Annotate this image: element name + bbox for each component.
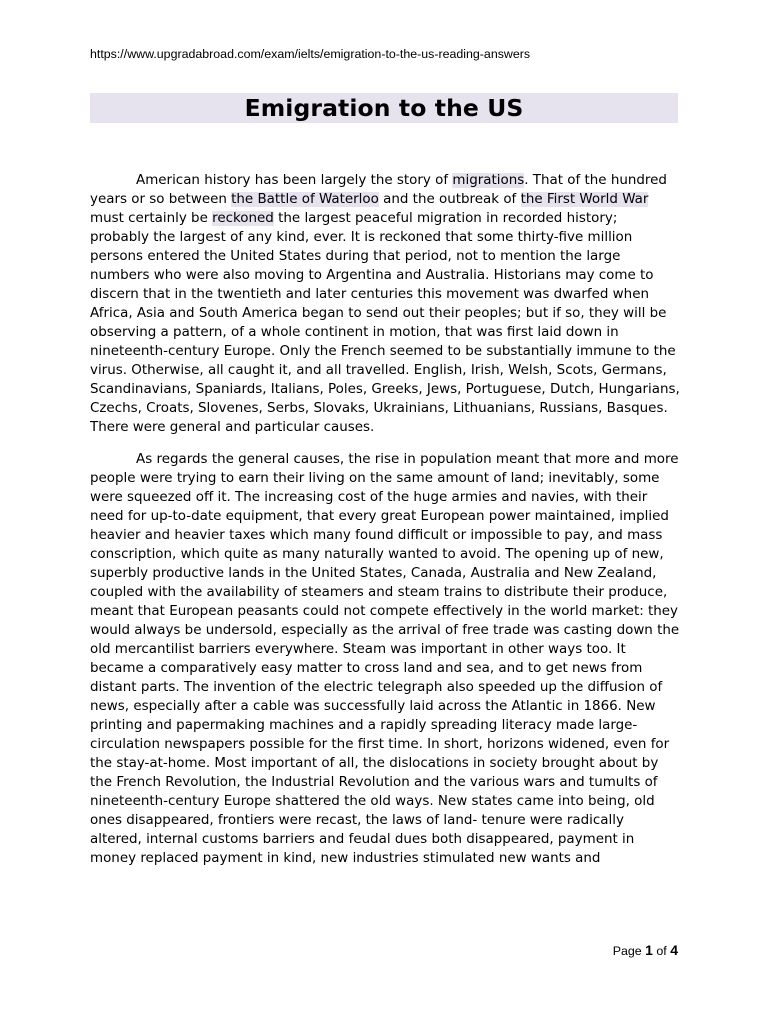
page-label: Page: [612, 944, 642, 958]
text-run: must certainly be: [90, 211, 213, 226]
highlighted-term: the Battle of Waterloo: [231, 192, 379, 207]
highlighted-term: the First World War: [520, 192, 649, 207]
source-url: https://www.upgradabroad.com/exam/ielts/emigration-to-the-us-reading-answers: [90, 47, 531, 61]
page-number: 1: [645, 942, 653, 958]
article-body: [90, 171, 680, 880]
page-footer: [613, 942, 678, 958]
of-label: of: [656, 944, 667, 958]
paragraph: [90, 450, 680, 868]
text-run: American history has been largely the story of: [136, 173, 453, 188]
page-total: 4: [670, 942, 678, 958]
title-banner: [90, 93, 678, 123]
highlighted-term: migrations: [452, 173, 525, 188]
text-run: the largest peaceful migration in recorded history; probably the largest of any kind, ever. It is reckoned that some thirty-five million persons entered the United States during that period, not to mention the large numbers who were also moving to Argentina and Australia. Historians may come to discern that in the twentieth and later centuries this movement was dwarfed when Africa, Asia and South America began to send out their peoples; but if so, they will be observing a pattern, of a whole continent in motion, that was first laid down in nineteenth-century Europe. Only the French seemed to be substantially immune to the virus. Otherwise, all caught it, and all travelled. English, Irish, Welsh, Scots, Germans, Scandinavians, Spaniards, Italians, Poles, Greeks, Jews, Portuguese, Dutch, Hungarians, Czechs, Croats, Slovenes, Serbs, Slovaks, Ukrainians, Lithuanians, Russians, Basques. There were general and particular causes.: [90, 211, 680, 435]
paragraph: [90, 171, 680, 437]
text-run: . That of the hundred years or so between: [90, 173, 667, 207]
page-title: Emigration to the US: [244, 94, 524, 122]
text-run: As regards the general causes, the rise in population meant that more and more people were trying to earn their living on the same amount of land; inevitably, some were squeezed off it. The increasing cost of the huge armies and navies, with their need for up-to-date equipment, that every great European power maintained, implied heavier and heavier taxes which many found difficult or impossible to pay, and mass conscription, which quite as many naturally wanted to avoid. The opening up of new, superbly productive lands in the United States, Canada, Australia and New Zealand, coupled with the availability of steamers and steam trains to distribute their produce, meant that European peasants could not compete effectively in the world market: they would always be undersold, especially as the arrival of free trade was casting down the old mercantilist barriers everywhere. Steam was important in other ways too. It became a comparatively easy matter to cross land and sea, and to get news from distant parts. The invention of the electric telegraph also speeded up the diffusion of news, especially after a cable was successfully laid across the Atlantic in 1866. New printing and papermaking machines and a rapidly spreading literacy made large-circulation newspapers possible for the first time. In short, horizons widened, even for the stay-at-home. Most important of all, the dislocations in society brought about by the French Revolution, the Industrial Revolution and the various wars and tumults of nineteenth-century Europe shattered the old ways. New states came into being, old ones disappeared, frontiers were recast, the laws of land- tenure were radically altered, internal customs barriers and feudal dues both disappeared, payment in money replaced payment in kind, new industries stimulated new wants and: [90, 451, 680, 866]
highlighted-term: reckoned: [212, 211, 274, 226]
text-run: and the outbreak of: [378, 192, 521, 207]
